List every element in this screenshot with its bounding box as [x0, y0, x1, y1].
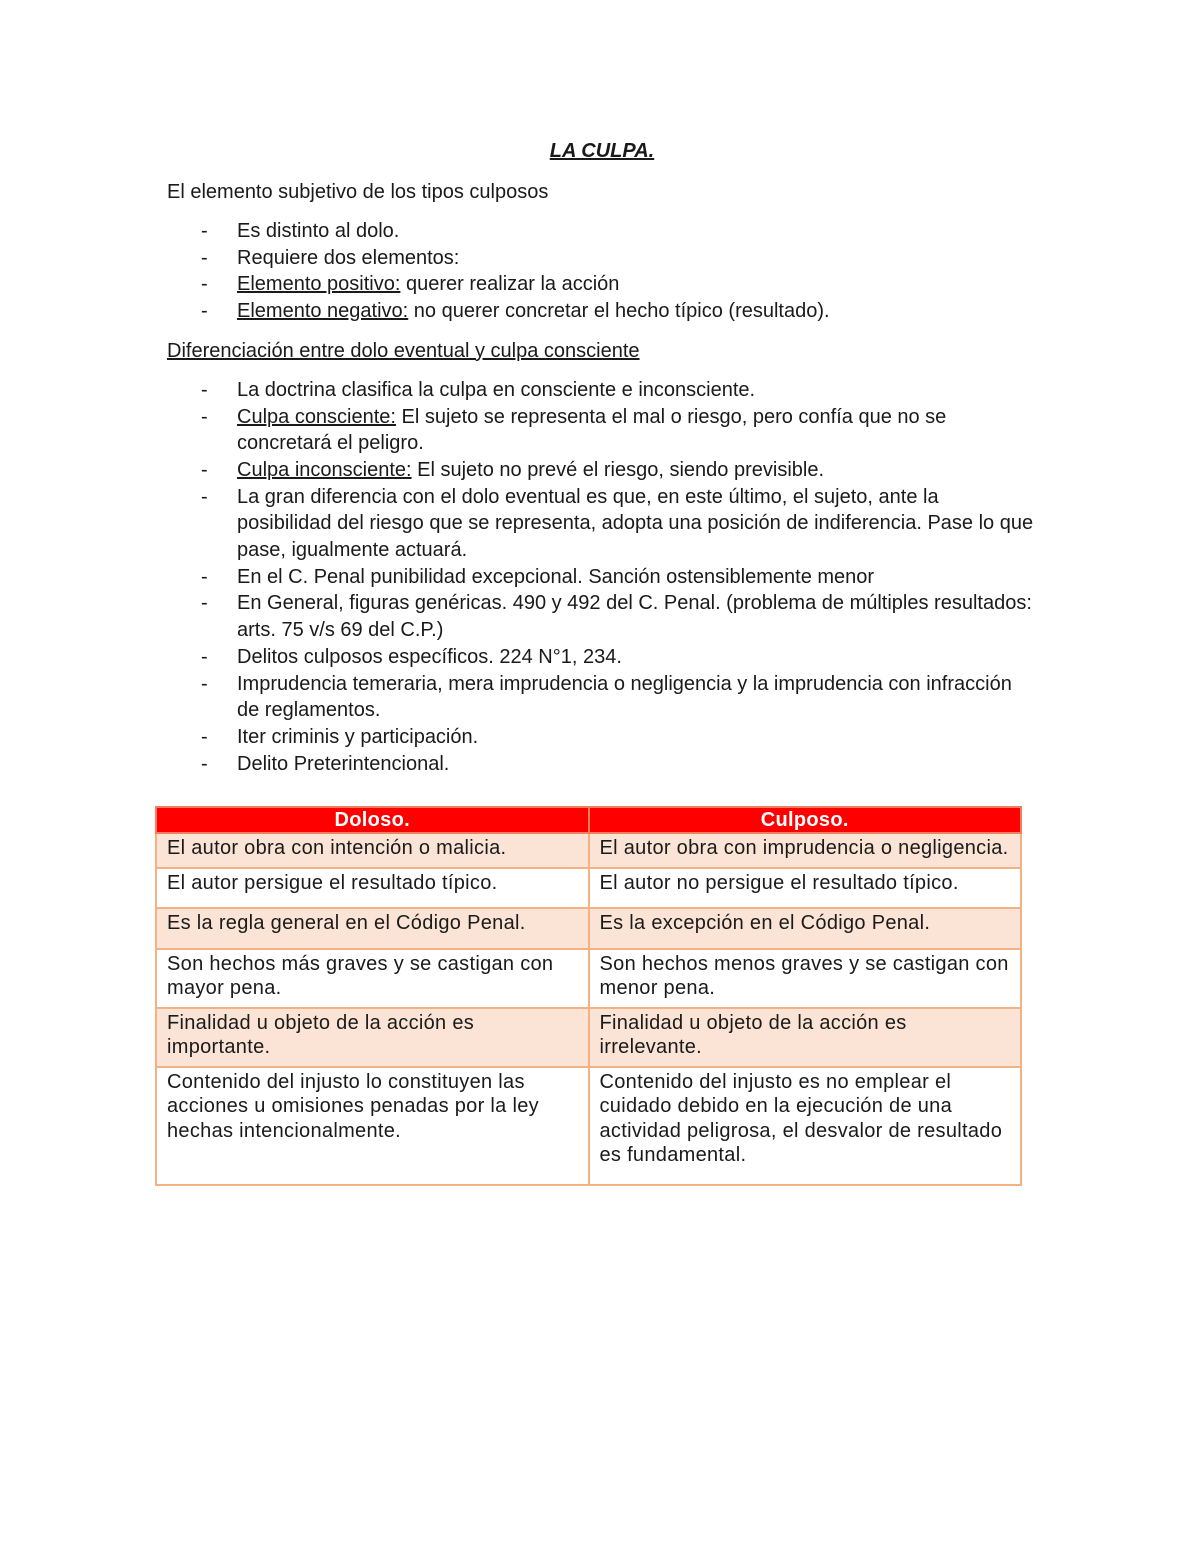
table-row [156, 908, 1021, 949]
list-item-text: Delitos culposos específicos. 224 N°1, 234. [237, 645, 622, 668]
table-cell: El autor obra con intención o malicia. [156, 833, 589, 868]
dash-bullet: - [201, 300, 208, 323]
list-item [167, 644, 1037, 671]
table-cell: Son hechos más graves y se castigan con mayor pena. [156, 949, 589, 1008]
dash-bullet: - [201, 645, 208, 668]
comparison-table [155, 806, 1022, 1186]
list-item-text: Requiere dos elementos: [237, 246, 460, 269]
table-row [156, 1008, 1021, 1067]
table-cell: Es la regla general en el Código Penal. [156, 908, 589, 949]
table-row [156, 1067, 1021, 1185]
document-page [167, 140, 1037, 790]
dash-bullet: - [201, 752, 208, 775]
list-item [167, 484, 1037, 564]
differences-list [167, 377, 1037, 778]
table-cell: El autor no persigue el resultado típico. [589, 868, 1022, 909]
list-item-text: Es distinto al dolo. [237, 220, 400, 242]
list-item-text: En el C. Penal punibilidad excepcional. Sanción ostensiblemente menor [237, 565, 875, 588]
header-culposo: Culposo. [589, 807, 1022, 833]
header-doloso: Doloso. [156, 807, 589, 833]
section-heading: Diferenciación entre dolo eventual y culpa consciente [167, 339, 640, 362]
list-item-text: no querer concretar el hecho típico (resultado). [408, 300, 830, 323]
list-item [167, 564, 1037, 591]
dash-bullet: - [201, 378, 208, 401]
table-cell: Finalidad u objeto de la acción es importante. [156, 1008, 589, 1067]
list-item [167, 590, 1037, 643]
list-item [167, 751, 1037, 778]
intro-paragraph: El elemento subjetivo de los tipos culposos [167, 181, 549, 203]
table-header-row [156, 807, 1021, 833]
dash-bullet: - [201, 592, 208, 615]
list-item [167, 245, 1037, 272]
list-item-text: El sujeto se representa el mal o riesgo, pero confía que no se concretará el peligro. [237, 405, 947, 455]
list-item [167, 671, 1037, 724]
list-item [167, 457, 1037, 484]
list-item [167, 271, 1037, 298]
list-item [167, 298, 1037, 325]
list-item [167, 377, 1037, 404]
table-row [156, 833, 1021, 868]
list-item-text: El sujeto no prevé el riesgo, siendo previsible. [411, 458, 825, 481]
table-cell: Contenido del injusto lo constituyen las acciones u omisiones penadas por la ley hechas intencionalmente. [156, 1067, 589, 1185]
dash-bullet: - [201, 246, 208, 269]
dash-bullet: - [201, 220, 208, 242]
table-cell: Es la excepción en el Código Penal. [589, 908, 1022, 949]
list-item-text: La gran diferencia con el dolo eventual es que, en este último, el sujeto, ante la posibilidad del riesgo que se representa, adopta una posición de indiferencia. Pase lo que pase, igualmente actuará. [237, 485, 1034, 562]
list-item [167, 218, 1037, 245]
dash-bullet: - [201, 458, 208, 481]
elements-list [167, 218, 1037, 325]
list-item-text: Imprudencia temeraria, mera imprudencia o negligencia y la imprudencia con infracción de reglamentos. [237, 672, 1012, 722]
dash-bullet: - [201, 672, 208, 695]
dash-bullet: - [201, 485, 208, 508]
table-cell: El autor persigue el resultado típico. [156, 868, 589, 909]
list-item-term: Culpa inconsciente: [237, 458, 412, 481]
list-item-term: Elemento positivo: [237, 273, 401, 296]
dash-bullet: - [201, 405, 208, 428]
list-item [167, 404, 1037, 457]
table-row [156, 949, 1021, 1008]
table-cell: El autor obra con imprudencia o negligencia. [589, 833, 1022, 868]
list-item-text: querer realizar la acción [400, 273, 620, 296]
list-item-text: La doctrina clasifica la culpa en consciente e inconsciente. [237, 378, 756, 401]
dash-bullet: - [201, 273, 208, 296]
list-item-text: Iter criminis y participación. [237, 725, 479, 748]
list-item-term: Culpa consciente: [237, 405, 396, 428]
list-item-text: Delito Preterintencional. [237, 752, 450, 775]
dash-bullet: - [201, 565, 208, 588]
dash-bullet: - [201, 725, 208, 748]
list-item-text: En General, figuras genéricas. 490 y 492 del C. Penal. (problema de múltiples resultados: arts. 75 v/s 69 del C.P.) [237, 592, 1032, 642]
list-item-term: Elemento negativo: [237, 300, 409, 323]
table-cell: Son hechos menos graves y se castigan con menor pena. [589, 949, 1022, 1008]
table-cell: Finalidad u objeto de la acción es irrelevante. [589, 1008, 1022, 1067]
list-item [167, 724, 1037, 751]
table-cell: Contenido del injusto es no emplear el cuidado debido en la ejecución de una actividad peligrosa, el desvalor de resultado es fundamental. [589, 1067, 1022, 1185]
table-row [156, 868, 1021, 909]
page-title: LA CULPA. [549, 140, 655, 162]
